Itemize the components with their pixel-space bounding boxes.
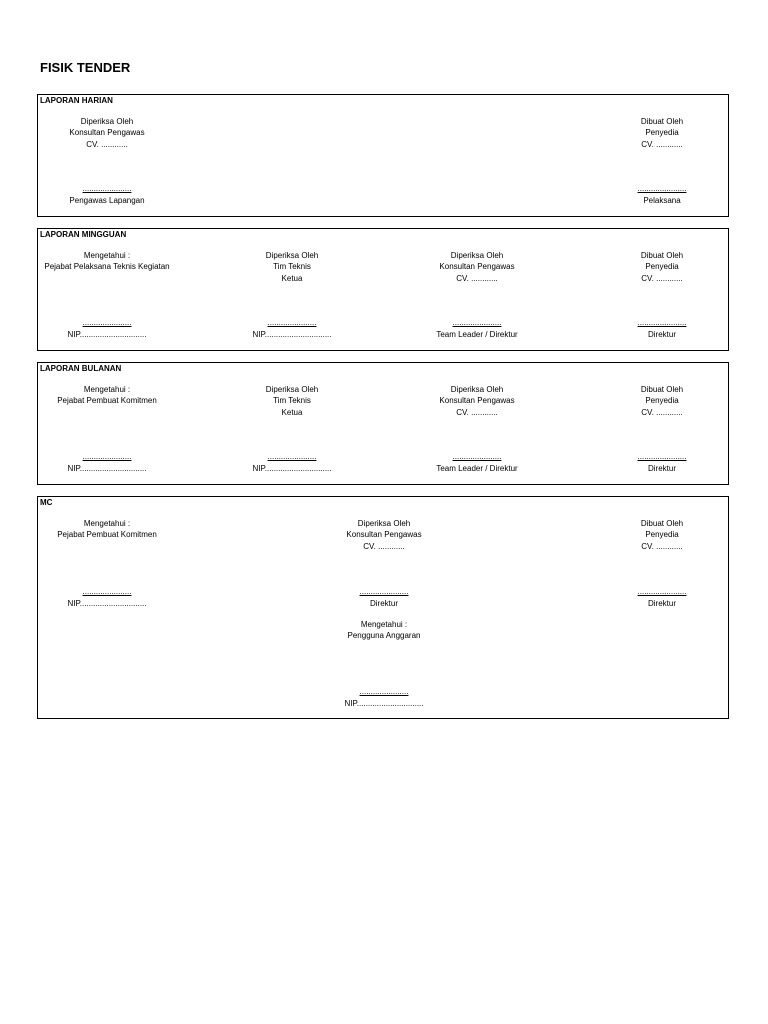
signature-block-ppk: [27, 587, 187, 608]
signatory-role: Direktur: [647, 464, 676, 473]
block-line: Tim Teknis: [273, 262, 311, 272]
approver-block-penyedia: [582, 116, 742, 150]
section-laporan-bulanan: [37, 362, 729, 485]
block-line: CV. ............: [86, 139, 128, 149]
signature-line: ......................: [267, 452, 317, 461]
page-title: FISIK TENDER: [40, 60, 131, 75]
approver-block-tim-teknis: [212, 250, 372, 284]
signature-block-penyedia: [582, 318, 742, 339]
signature-line: ......................: [359, 587, 409, 596]
approver-block-ppk: [27, 518, 187, 541]
approver-block-pengguna-anggaran: [304, 619, 464, 642]
approver-block-penyedia: [582, 384, 742, 418]
signature-block-konsultan: [304, 587, 464, 608]
approver-block-konsultan: [397, 250, 557, 284]
block-line: CV. ............: [641, 139, 683, 149]
signature-line: ......................: [82, 452, 132, 461]
block-line: Mengetahui :: [83, 385, 131, 394]
signatory-role: NIP..............................: [67, 599, 147, 608]
block-line: Pejabat Pembuat Komitmen: [57, 530, 157, 540]
block-line: Diperiksa Oleh: [357, 519, 411, 528]
section-title: LAPORAN BULANAN: [40, 364, 122, 373]
block-line: Diperiksa Oleh: [80, 117, 134, 126]
block-line: Pejabat Pelaksana Teknis Kegiatan: [44, 262, 170, 272]
block-line: Ketua: [281, 273, 303, 283]
signature-line: ......................: [637, 452, 687, 461]
signature-line: ......................: [637, 184, 687, 193]
section-mc: [37, 496, 729, 719]
block-line: CV. ............: [641, 273, 683, 283]
signature-line: ......................: [452, 452, 502, 461]
approver-block-tim-teknis: [212, 384, 372, 418]
approver-block-pptk: [17, 250, 197, 273]
signature-line: ......................: [82, 587, 132, 596]
block-line: CV. ............: [363, 541, 405, 551]
signature-block-konsultan: [397, 452, 557, 473]
signature-line: ......................: [267, 318, 317, 327]
block-line: Mengetahui :: [83, 519, 131, 528]
block-line: Mengetahui :: [360, 620, 408, 629]
block-line: Konsultan Pengawas: [439, 262, 515, 272]
block-line: Diperiksa Oleh: [265, 385, 319, 394]
signatory-role: Direktur: [369, 599, 398, 608]
block-line: CV. ............: [456, 273, 498, 283]
approver-block-konsultan: [27, 116, 187, 150]
block-line: Dibuat Oleh: [640, 519, 684, 528]
signature-line: ......................: [637, 318, 687, 327]
block-line: CV. ............: [641, 541, 683, 551]
approver-block-penyedia: [582, 250, 742, 284]
signature-line: ......................: [82, 318, 132, 327]
block-line: Penyedia: [645, 262, 679, 272]
signatory-role: Direktur: [647, 599, 676, 608]
block-line: Diperiksa Oleh: [450, 385, 504, 394]
signature-block-pptk: [27, 318, 187, 339]
signatory-role: Team Leader / Direktur: [436, 464, 518, 473]
signatory-role: NIP..............................: [67, 330, 147, 339]
block-line: Tim Teknis: [273, 396, 311, 406]
signatory-role: Pengawas Lapangan: [69, 196, 145, 205]
signature-line: ......................: [82, 184, 132, 193]
approver-block-konsultan: [397, 384, 557, 418]
signature-block-penyedia: [582, 587, 742, 608]
signature-block-konsultan: [397, 318, 557, 339]
block-line: CV. ............: [456, 407, 498, 417]
signature-block-ppk: [27, 452, 187, 473]
block-line: Penyedia: [645, 530, 679, 540]
approver-block-konsultan: [304, 518, 464, 552]
block-line: Diperiksa Oleh: [450, 251, 504, 260]
signature-block-tim-teknis: [212, 452, 372, 473]
block-line: Penyedia: [645, 128, 679, 138]
section-title: MC: [40, 498, 53, 507]
block-line: Pejabat Pembuat Komitmen: [57, 396, 157, 406]
signatory-role: Team Leader / Direktur: [436, 330, 518, 339]
signature-block-penyedia: [582, 184, 742, 205]
section-title: LAPORAN HARIAN: [40, 96, 113, 105]
approver-block-penyedia: [582, 518, 742, 552]
block-line: Ketua: [281, 407, 303, 417]
block-line: Dibuat Oleh: [640, 117, 684, 126]
signatory-role: NIP..............................: [67, 464, 147, 473]
block-line: Dibuat Oleh: [640, 385, 684, 394]
approver-block-ppk: [27, 384, 187, 407]
signatory-role: NIP..............................: [252, 464, 332, 473]
block-line: Konsultan Pengawas: [346, 530, 422, 540]
block-line: Pengguna Anggaran: [347, 631, 421, 641]
block-line: Konsultan Pengawas: [439, 396, 515, 406]
block-line: Mengetahui :: [83, 251, 131, 260]
section-laporan-harian: [37, 94, 729, 217]
section-title: LAPORAN MINGGUAN: [40, 230, 127, 239]
block-line: Dibuat Oleh: [640, 251, 684, 260]
signatory-role: Direktur: [647, 330, 676, 339]
signatory-role: Pelaksana: [643, 196, 681, 205]
signature-block-tim-teknis: [212, 318, 372, 339]
signature-block-pengguna-anggaran: [304, 687, 464, 708]
block-line: Diperiksa Oleh: [265, 251, 319, 260]
section-laporan-mingguan: [37, 228, 729, 351]
signature-block-penyedia: [582, 452, 742, 473]
block-line: CV. ............: [641, 407, 683, 417]
block-line: Penyedia: [645, 396, 679, 406]
signature-line: ......................: [452, 318, 502, 327]
signatory-role: NIP..............................: [344, 699, 424, 708]
block-line: Konsultan Pengawas: [69, 128, 145, 138]
signature-line: ......................: [637, 587, 687, 596]
signature-line: ......................: [359, 687, 409, 696]
signatory-role: NIP..............................: [252, 330, 332, 339]
signature-block-konsultan: [27, 184, 187, 205]
